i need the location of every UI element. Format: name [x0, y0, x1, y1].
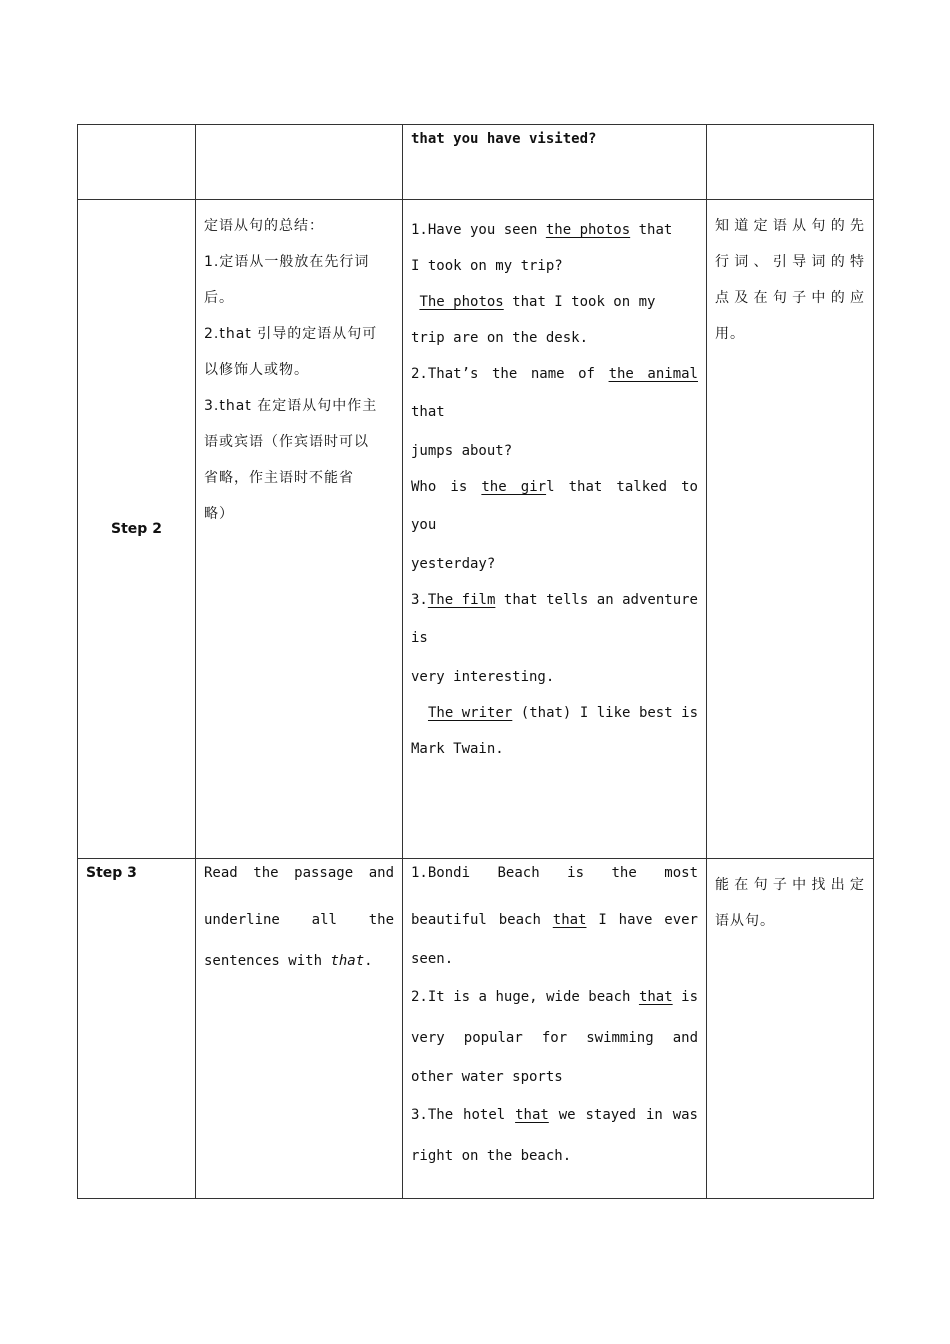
- antecedent: The film: [427, 592, 496, 608]
- summary-point: 语或宾语（作宾语时可以: [204, 434, 369, 450]
- example-line: 2.That’s the name of the animal: [411, 366, 698, 382]
- goal-cell: [707, 200, 874, 859]
- example-line: I took on my trip?: [411, 258, 563, 274]
- goal-line: 点及在句子中的应: [715, 290, 865, 306]
- continued-text: that you have visited?: [411, 131, 597, 147]
- example-line: jumps about?: [411, 443, 513, 459]
- example-line: The photos that I took on my: [419, 294, 656, 310]
- summary-title: 定语从句的总结：: [204, 218, 324, 234]
- goal-line: 用。: [715, 326, 745, 342]
- task-line: underline all the: [204, 912, 394, 928]
- example-line: The writer (that) I like best is: [427, 705, 698, 721]
- summary-point: 1.定语从一般放在先行词: [204, 254, 370, 270]
- example-line: 1.Have you seen the photos that: [411, 222, 673, 238]
- task-cell: [196, 859, 403, 1199]
- relative-pronoun: that: [638, 989, 673, 1005]
- example-line: 3.The hotel that we stayed in was: [411, 1107, 698, 1123]
- example-line: beautiful beach that I have ever: [411, 912, 698, 928]
- table-row: [78, 125, 874, 200]
- antecedent: the gir: [481, 479, 547, 495]
- goal-line: 知道定语从句的先: [715, 218, 865, 234]
- example-line: that: [411, 404, 445, 420]
- examples-cell: [403, 200, 707, 859]
- example-line: trip are on the desk.: [411, 330, 589, 346]
- summary-point: 2.that 引导的定语从句可: [204, 326, 378, 342]
- antecedent: The photos: [419, 294, 504, 310]
- lesson-plan-table: [77, 124, 874, 1199]
- antecedent: The writer: [427, 705, 513, 721]
- antecedent: the animal: [608, 366, 698, 382]
- table-row: [78, 859, 874, 1199]
- summary-point: 3.that 在定语从句中作主: [204, 398, 378, 414]
- goal-cell: [707, 125, 874, 200]
- example-line: seen.: [411, 951, 454, 967]
- relative-pronoun: that: [515, 1107, 549, 1123]
- example-line: Mark Twain.: [411, 741, 504, 757]
- example-line: 1.Bondi Beach is the most: [411, 865, 698, 881]
- example-line: Who is the girl that talked to: [411, 479, 698, 495]
- summary-cell: [196, 200, 403, 859]
- example-cell: [403, 125, 707, 200]
- antecedent: the photos: [545, 222, 631, 238]
- step-cell: [78, 125, 196, 200]
- table-row: [78, 200, 874, 859]
- summary-point: 略）: [204, 506, 234, 522]
- task-line: Read the passage and: [204, 865, 394, 881]
- goal-line: 语从句。: [715, 913, 775, 929]
- summary-point: 后。: [204, 290, 234, 306]
- example-line: other water sports: [411, 1069, 563, 1085]
- goal-line: 行词、引导词的特: [715, 254, 865, 270]
- step-label: Step 2: [78, 200, 196, 859]
- example-line: right on the beach.: [411, 1148, 572, 1164]
- example-line: very popular for swimming and: [411, 1030, 698, 1046]
- summary-point: 以修饰人或物。: [204, 362, 309, 378]
- content-cell: [196, 125, 403, 200]
- example-line: is: [411, 630, 428, 646]
- summary-point: 省略，作主语时不能省: [204, 470, 354, 486]
- example-line: 3.The film that tells an adventure: [411, 592, 698, 608]
- examples-cell: [403, 859, 707, 1199]
- goal-cell: [707, 859, 874, 1199]
- example-line: 2.It is a huge, wide beach that is: [411, 989, 699, 1005]
- goal-line: 能在句子中找出定: [715, 877, 865, 893]
- example-line: yesterday?: [411, 556, 496, 572]
- example-line: very interesting.: [411, 669, 555, 685]
- relative-pronoun: that: [552, 912, 587, 928]
- example-line: you: [411, 517, 437, 533]
- step-label: Step 3: [78, 859, 196, 1199]
- task-line: sentences with that.: [204, 953, 373, 969]
